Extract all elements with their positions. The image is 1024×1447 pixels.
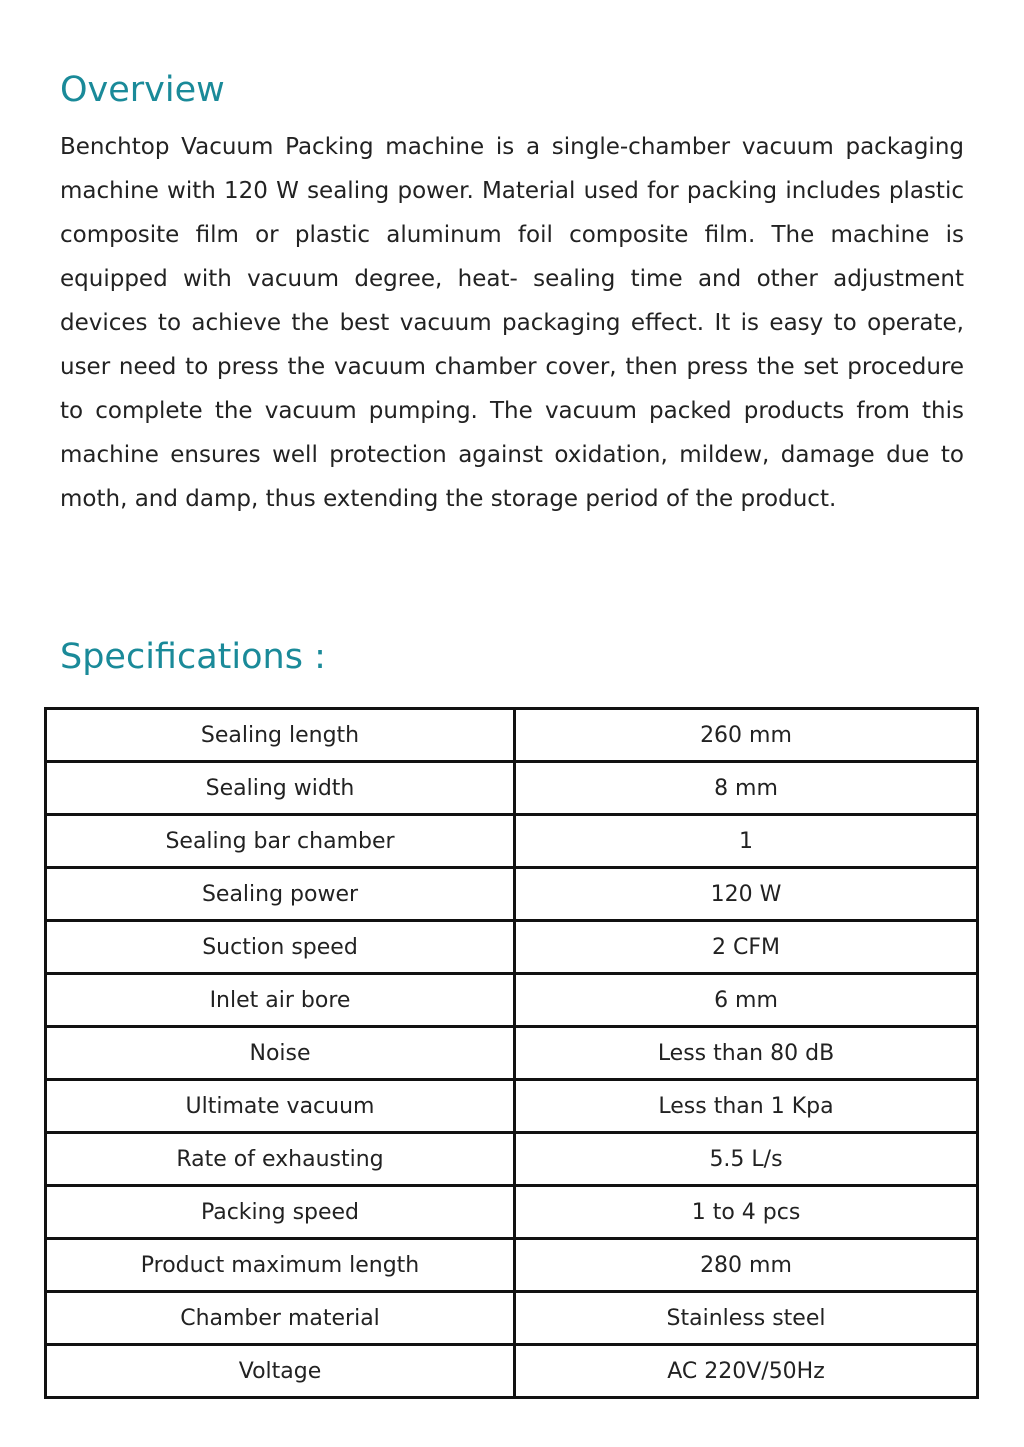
spec-label: Inlet air bore xyxy=(46,974,515,1027)
spec-row xyxy=(46,1292,978,1345)
spec-label: Sealing length xyxy=(46,709,515,762)
spec-label: Suction speed xyxy=(46,921,515,974)
spec-label: Packing speed xyxy=(46,1186,515,1239)
overview-paragraph: Benchtop Vacuum Packing machine is a single-chamber vacuum packaging machine with 120 W sealing power. Material used for packing includes plastic composite film or plastic aluminum foil composite film. The machine is equipped with vacuum degree, heat- sealing time and other adjustment devices to achieve the best vacuum packaging effect. It is easy to operate, user need to press the vacuum chamber cover, then press the set procedure to complete the vacuum pumping. The vacuum packed products from this machine ensures well protection against oxidation, mildew, damage due to moth, and damp, thus extending the storage period of the product. xyxy=(60,134,964,512)
spec-row xyxy=(46,921,978,974)
spec-value: Less than 1 Kpa xyxy=(515,1080,978,1133)
spec-row xyxy=(46,974,978,1027)
specifications-table xyxy=(44,707,979,1399)
spec-value: 260 mm xyxy=(515,709,978,762)
spec-row xyxy=(46,1080,978,1133)
spec-value: 5.5 L/s xyxy=(515,1133,978,1186)
spec-value: 8 mm xyxy=(515,762,978,815)
spec-label: Sealing bar chamber xyxy=(46,815,515,868)
spec-value: 280 mm xyxy=(515,1239,978,1292)
spec-row xyxy=(46,709,978,762)
spec-row xyxy=(46,868,978,921)
spec-value: Stainless steel xyxy=(515,1292,978,1345)
spec-label: Noise xyxy=(46,1027,515,1080)
spec-value: 120 W xyxy=(515,868,978,921)
spec-row xyxy=(46,762,978,815)
spec-row xyxy=(46,1239,978,1292)
spec-label: Sealing width xyxy=(46,762,515,815)
spec-value: 2 CFM xyxy=(515,921,978,974)
spec-value: 1 xyxy=(515,815,978,868)
spec-row xyxy=(46,1345,978,1398)
spec-label: Chamber material xyxy=(46,1292,515,1345)
spec-label: Rate of exhausting xyxy=(46,1133,515,1186)
spec-value: AC 220V/50Hz xyxy=(515,1345,978,1398)
spec-row xyxy=(46,1027,978,1080)
spec-label: Ultimate vacuum xyxy=(46,1080,515,1133)
spec-label: Product maximum length xyxy=(46,1239,515,1292)
spec-value: 1 to 4 pcs xyxy=(515,1186,978,1239)
specifications-heading: Specifications : xyxy=(60,637,326,677)
spec-row xyxy=(46,1186,978,1239)
spec-label: Voltage xyxy=(46,1345,515,1398)
spec-value: Less than 80 dB xyxy=(515,1027,978,1080)
spec-row xyxy=(46,1133,978,1186)
spec-label: Sealing power xyxy=(46,868,515,921)
spec-row xyxy=(46,815,978,868)
spec-value: 6 mm xyxy=(515,974,978,1027)
overview-heading: Overview xyxy=(60,70,225,110)
